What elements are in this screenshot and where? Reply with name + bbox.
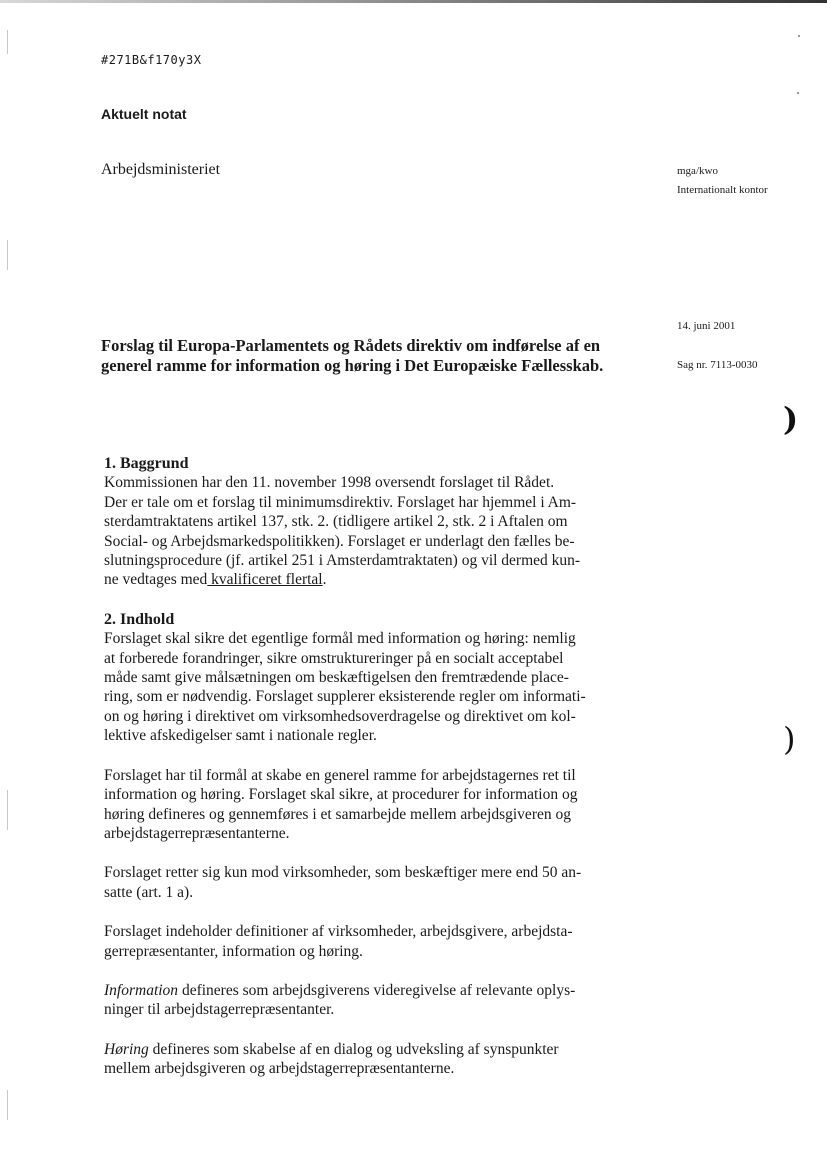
scan-speck — [798, 35, 800, 37]
margin-bracket: ) — [783, 400, 799, 438]
body-line: ring, som er nødvendig. Forslaget supplerer eksisterende regler om informati- — [104, 688, 586, 706]
body-line: Forslaget har til formål at skabe en generel ramme for arbejdstagernes ret til — [104, 766, 576, 784]
definition-information — [104, 981, 624, 1020]
body-line: satte (art. 1 a). — [104, 883, 194, 901]
body-line: Forslaget indeholder definitioner af virksomheder, arbejdsgivere, arbejdsta- — [104, 923, 573, 941]
body-line: ninger til arbejdstagerrepræsentanter. — [104, 1001, 335, 1019]
body-line: information og høring. Forslaget skal sikre, at procedurer for information og — [104, 786, 578, 804]
body-line: gerrepræsentanter, information og høring. — [104, 942, 363, 960]
text-run: . — [322, 571, 327, 589]
body-line: høring defineres og gennemføres i et samarbejde mellem arbejdsgiveren og — [104, 805, 571, 823]
document-id: #271B&f170y3X — [101, 53, 202, 67]
body-line — [104, 981, 624, 1000]
title-line: generel ramme for information og høring i Det Europæiske Fællesskab. — [101, 356, 604, 375]
body-line: on og høring i direktivet om virksomhedsoverdragelse og direktivet om kol- — [104, 707, 576, 725]
scan-speck — [797, 92, 799, 94]
document-title — [101, 336, 641, 376]
scan-margin-mark — [7, 1090, 8, 1120]
body-line: arbejdstagerrepræsentanterne. — [104, 824, 290, 842]
body-line — [104, 570, 624, 589]
section-baggrund — [104, 454, 624, 590]
margin-bracket: ) — [783, 720, 796, 758]
body-line: lektive afskedigelser samt i nationale regler. — [104, 727, 377, 745]
scan-top-edge — [0, 0, 827, 3]
body-line: Der er tale om et forslag til minimumsdirektiv. Forslaget har hjemmel i Am- — [104, 493, 577, 511]
paragraph — [104, 766, 624, 844]
body-line: måde samt give målsætningen om beskæftigelsen den fremtrædende place- — [104, 669, 569, 687]
paragraph — [104, 863, 624, 902]
defined-term: Information — [104, 981, 179, 999]
scan-margin-mark — [7, 240, 8, 270]
section-indhold — [104, 610, 624, 746]
paragraph — [104, 922, 624, 961]
scan-margin-mark — [7, 30, 8, 54]
body-line: sterdamtraktatens artikel 137, stk. 2. (tidligere artikel 2, stk. 2 i Aftalen om — [104, 513, 568, 531]
defined-term: Høring — [104, 1040, 149, 1058]
body-line: at forberede forandringer, sikre omstruktureringer på en socialt acceptabel — [104, 649, 564, 667]
side-case-number: Sag nr. 7113-0030 — [677, 359, 758, 371]
side-office: Internationalt kontor — [677, 184, 768, 196]
text-run: defineres som arbejdsgiverens videregivelse af relevante oplys- — [178, 981, 576, 999]
body-line — [104, 1040, 624, 1059]
body-line: Forslaget retter sig kun mod virksomheder, som beskæftiger mere end 50 an- — [104, 864, 582, 882]
body-line: Social- og Arbejdsmarkedspolitikken). Forslaget er underlagt den fælles be- — [104, 532, 575, 550]
body-line: Kommissionen har den 11. november 1998 oversendt forslaget til Rådet. — [104, 474, 555, 492]
body-line: mellem arbejdsgiveren og arbejdstagerrepræsentanterne. — [104, 1060, 455, 1078]
section-heading: 2. Indhold — [104, 610, 175, 628]
underlined-text: kvalificeret flertal — [207, 571, 323, 589]
body-line: Forslaget skal sikre det egentlige formål med information og høring: nemlig — [104, 630, 576, 648]
document-body — [104, 454, 624, 1079]
ministry-name: Arbejdsministeriet — [101, 161, 221, 178]
document-kind: Aktuelt notat — [101, 106, 187, 122]
side-date: 14. juni 2001 — [677, 320, 736, 332]
scan-margin-mark — [7, 790, 8, 830]
text-run: ne vedtages med — [104, 571, 208, 589]
body-line: slutningsprocedure (jf. artikel 251 i Amsterdamtraktaten) og vil dermed kun- — [104, 552, 581, 570]
definition-horing — [104, 1040, 624, 1079]
title-line: Forslag til Europa-Parlamentets og Rådets direktiv om indførelse af en — [101, 336, 601, 355]
section-heading: 1. Baggrund — [104, 455, 189, 472]
side-initials: mga/kwo — [677, 165, 718, 177]
text-run: defineres som skabelse af en dialog og udveksling af synspunkter — [148, 1040, 559, 1058]
